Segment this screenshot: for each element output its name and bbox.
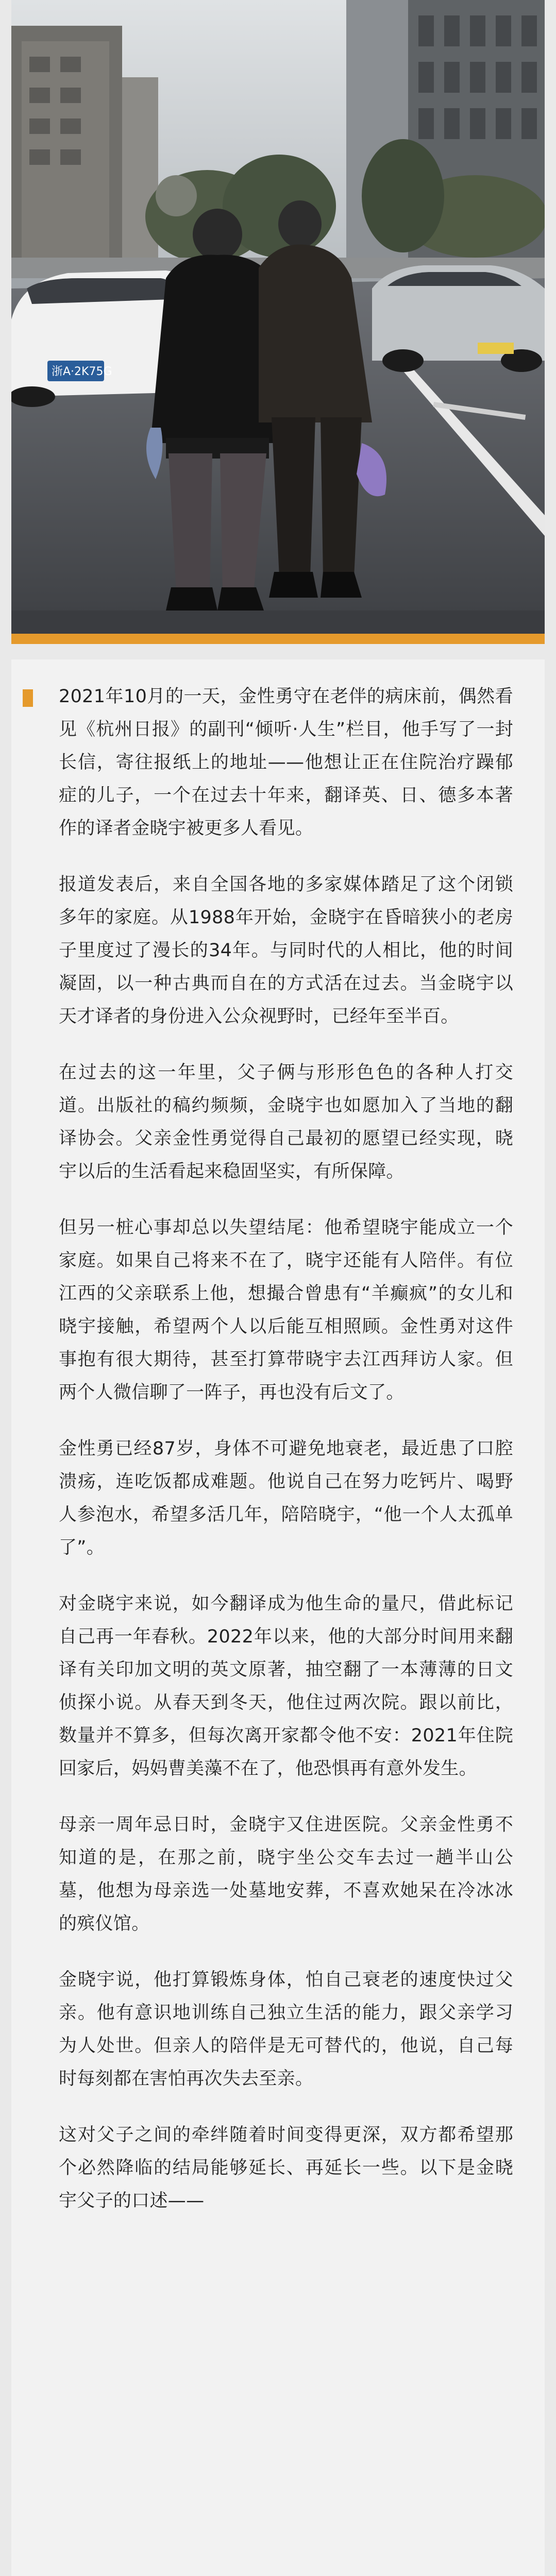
hero-photo	[11, 0, 545, 634]
car-license-plate: 浙A·2K75G	[52, 365, 112, 378]
article-paragraph: 这对父子之间的牵绊随着时间变得更深，双方都希望那个必然降临的结局能够延长、再延长一些。以下是金晓宇父子的口述——	[59, 2125, 513, 2211]
article-paragraph: 母亲一周年忌日时，金晓宇又住进医院。父亲金性勇不知道的是，在那之前，晓宇坐公交车去过一趟半山公墓，他想为母亲选一处墓地安葬，不喜欢她呆在冷冰冰的殡仪馆。	[59, 1815, 513, 1934]
grey-car	[372, 265, 545, 372]
hero-accent-bar	[11, 634, 545, 644]
article-card	[11, 659, 545, 2576]
article-paragraph: 金晓宇说，他打算锻炼身体，怕自己衰老的速度快过父亲。他有意识地训练自己独立生活的能力，跟父亲学习为人处世。但亲人的陪伴是无可替代的，他说，自己每时每刻都在害怕再次失去至亲。	[59, 1970, 513, 2089]
street-scene-image	[11, 0, 545, 634]
article-body	[59, 680, 513, 2241]
article-paragraph: 在过去的这一年里，父子俩与形形色色的各种人打交道。出版社的稿约频频，金晓宇也如愿加入了当地的翻译协会。父亲金性勇觉得自己最初的愿望已经实现，晓宇以后的生活看起来稳固坚实，有所保障。	[59, 1062, 513, 1182]
paragraph-marker	[23, 689, 33, 707]
article-paragraph: 2021年10月的一天，金性勇守在老伴的病床前，偶然看见《杭州日报》的副刊“倾听·人生”栏目，他手写了一封长信，寄往报纸上的地址——他想让正在住院治疗躁郁症的儿子，一个在过去十年来，翻译英、日、德多本著作的译者金晓宇被更多人看见。	[59, 686, 513, 839]
article-paragraph: 报道发表后，来自全国各地的多家媒体踏足了这个闭锁多年的家庭。从1988年开始，金晓宇在昏暗狭小的老房子里度过了漫长的34年。与同时代的人相比，他的时间凝固，以一种古典而自在的方式活在过去。当金晓宇以天才译者的身份进入公众视野时，已经年至半百。	[59, 874, 513, 1027]
article-paragraph: 金性勇已经87岁，身体不可避免地衰老，最近患了口腔溃疡，连吃饭都成难题。他说自己在努力吃钙片、喝野人参泡水，希望多活几年，陪陪晓宇，“他一个人太孤单了”。	[59, 1438, 513, 1558]
article-paragraph: 对金晓宇来说，如今翻译成为他生命的量尺，借此标记自己再一年春秋。2022年以来，他的大部分时间用来翻译有关印加文明的英文原著，抽空翻了一本薄薄的日文侦探小说。从春天到冬天，他住过两次院。跟以前比，数量并不算多，但每次离开家都令他不安：2021年住院回家后，妈妈曹美藻不在了，他恐惧再有意外发生。	[59, 1594, 513, 1779]
article-paragraph: 但另一桩心事却总以失望结尾：他希望晓宇能成立一个家庭。如果自己将来不在了，晓宇还能有人陪伴。有位江西的父亲联系上他，想撮合曾患有“羊癫疯”的女儿和晓宇接触，希望两个人以后能互相照顾。金性勇对这件事抱有很大期待，甚至打算带晓宇去江西拜访人家。但两个人微信聊了一阵子，再也没有后文了。	[59, 1217, 513, 1403]
